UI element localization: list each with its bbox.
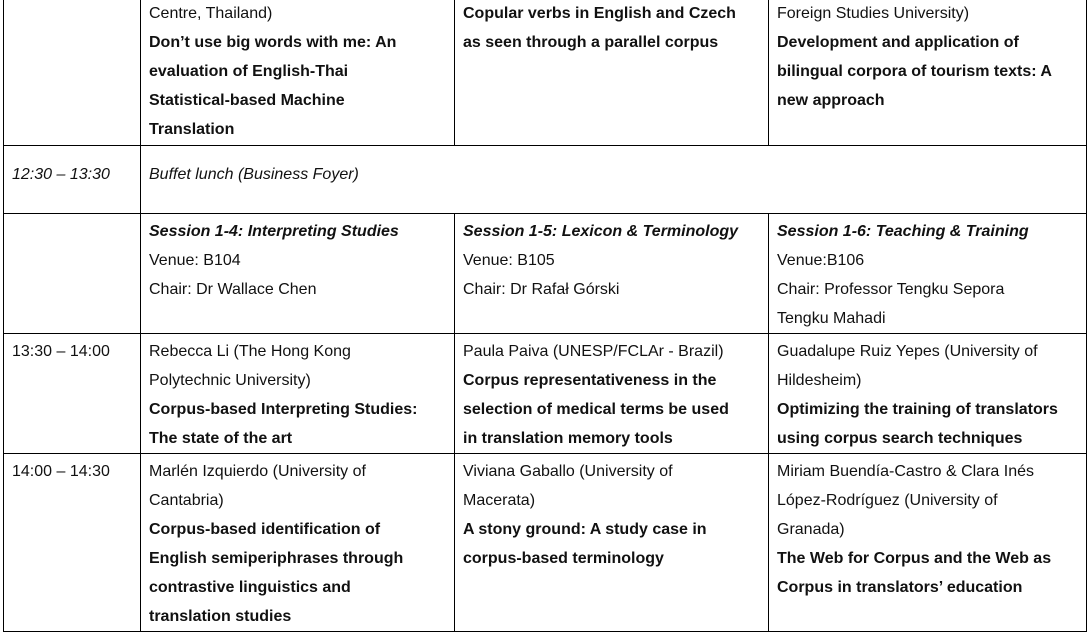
author-line: Polytechnic University): [149, 372, 311, 389]
session-chair: Chair: Professor Tengku Sepora: [777, 281, 1005, 298]
talk-cell: [769, 0, 1087, 146]
talk-title-line: new approach: [777, 92, 885, 109]
session-venue: Venue: B104: [149, 252, 241, 269]
talk-cell: [141, 334, 455, 454]
session-title: Session 1-4: Interpreting Studies: [149, 223, 399, 240]
talk-title-line: using corpus search techniques: [777, 430, 1023, 447]
time-cell-empty: [4, 0, 141, 146]
session-chair: Tengku Mahadi: [777, 310, 886, 327]
author-line: Guadalupe Ruiz Yepes (University of: [777, 343, 1038, 360]
talk-title-line: Development and application of: [777, 34, 1019, 51]
conference-schedule-table: [3, 0, 1087, 632]
talk-title-line: Translation: [149, 121, 235, 138]
author-line: Viviana Gaballo (University of: [463, 463, 673, 480]
author-line: Hildesheim): [777, 372, 862, 389]
talk-title-line: The state of the art: [149, 430, 293, 447]
talk-title-line: evaluation of English-Thai: [149, 63, 349, 80]
schedule-row-continued: [4, 0, 1087, 146]
talk-title-line: Corpus representativeness in the: [463, 372, 717, 389]
author-line: Cantabria): [149, 492, 224, 509]
talk-title-line: as seen through a parallel corpus: [463, 34, 719, 51]
session-chair: Chair: Dr Wallace Chen: [149, 281, 317, 298]
time-cell: 13:30 – 14:00: [4, 334, 141, 454]
schedule-row-lunch: [4, 146, 1087, 214]
author-line: Paula Paiva (UNESP/FCLAr - Brazil): [463, 343, 724, 360]
author-line: Rebecca Li (The Hong Kong: [149, 343, 351, 360]
session-chair: Chair: Dr Rafał Górski: [463, 281, 620, 298]
session-cell: [769, 214, 1087, 334]
session-venue: Venue:B106: [777, 252, 865, 269]
session-title: Session 1-6: Teaching & Training: [777, 223, 1029, 240]
talk-cell: [769, 334, 1087, 454]
talk-title-line: Copular verbs in English and Czech: [463, 5, 736, 22]
schedule-row-slot: [4, 334, 1087, 454]
talk-title-line: Corpus-based identification of: [149, 521, 381, 538]
talk-title-line: bilingual corpora of tourism texts: A: [777, 63, 1052, 80]
talk-title-line: Statistical-based Machine: [149, 92, 345, 109]
session-cell: [455, 214, 769, 334]
time-cell-empty: [4, 214, 141, 334]
author-line: Miriam Buendía-Castro & Clara Inés: [777, 463, 1034, 480]
session-cell: [141, 214, 455, 334]
talk-title-line: Corpus in translators’ education: [777, 579, 1023, 596]
talk-title-line: The Web for Corpus and the Web as: [777, 550, 1052, 567]
affiliation-text: Centre, Thailand): [149, 5, 273, 22]
time-cell: 12:30 – 13:30: [4, 146, 141, 214]
talk-cell: [769, 454, 1087, 632]
talk-title-line: Optimizing the training of translators: [777, 401, 1058, 418]
talk-title-line: Corpus-based Interpreting Studies:: [149, 401, 418, 418]
schedule-row-sessions: [4, 214, 1087, 334]
talk-title-line: contrastive linguistics and: [149, 579, 351, 596]
talk-title-line: translation studies: [149, 608, 292, 625]
talk-title-line: in translation memory tools: [463, 430, 673, 447]
talk-title-line: Don’t use big words with me: An: [149, 34, 397, 51]
talk-cell: [141, 454, 455, 632]
talk-title-line: English semiperiphrases through: [149, 550, 404, 567]
author-line: Macerata): [463, 492, 536, 509]
talk-title-line: A stony ground: A study case in: [463, 521, 707, 538]
talk-title-line: selection of medical terms be used: [463, 401, 729, 418]
author-line: Marlén Izquierdo (University of: [149, 463, 366, 480]
time-cell: 14:00 – 14:30: [4, 454, 141, 632]
session-venue: Venue: B105: [463, 252, 555, 269]
talk-cell: [455, 334, 769, 454]
talk-cell: [455, 454, 769, 632]
talk-title-line: corpus-based terminology: [463, 550, 664, 567]
author-line: López-Rodríguez (University of: [777, 492, 998, 509]
author-line: Granada): [777, 521, 845, 538]
affiliation-text: Foreign Studies University): [777, 5, 970, 22]
talk-cell: [455, 0, 769, 146]
lunch-cell: Buffet lunch (Business Foyer): [141, 146, 1087, 214]
talk-cell: [141, 0, 455, 146]
schedule-row-slot: [4, 454, 1087, 632]
session-title: Session 1-5: Lexicon & Terminology: [463, 223, 739, 240]
